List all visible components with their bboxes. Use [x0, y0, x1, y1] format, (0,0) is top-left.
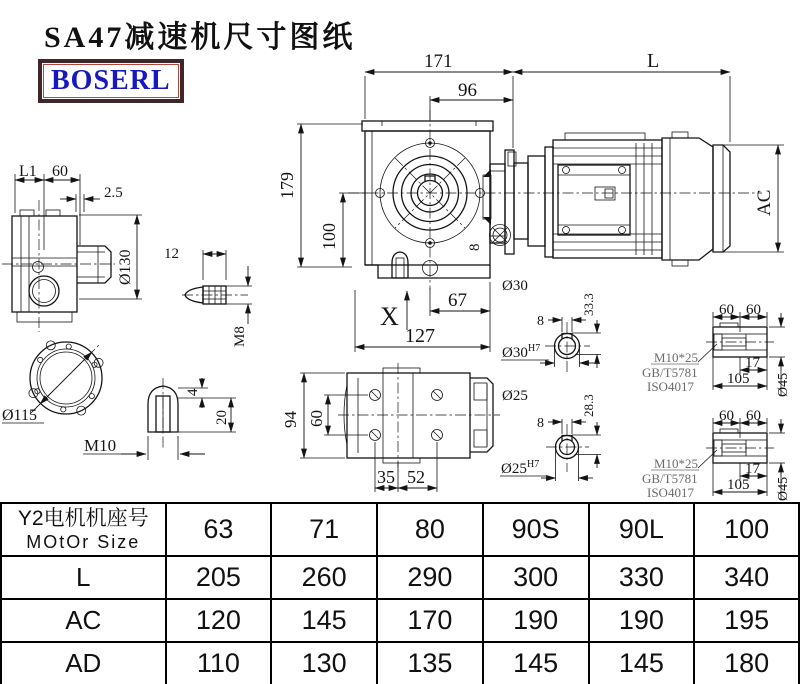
dim-dia30H7: Ø30 — [502, 345, 528, 361]
dim-8-housing: 8 — [467, 243, 483, 251]
size-100: 100 — [694, 503, 799, 556]
dim-L: L — [647, 50, 660, 72]
size-90L: 90L — [589, 503, 695, 556]
dim-m10: M10 — [84, 436, 117, 455]
dim-105: 105 — [727, 371, 750, 387]
top-dimensions — [365, 50, 730, 148]
table-cell: 190 — [483, 599, 589, 642]
plug-detail — [148, 378, 236, 460]
table-cell: 300 — [483, 556, 589, 599]
dim-96: 96 — [458, 80, 477, 101]
label-iso-standard: ISO4017 — [647, 379, 694, 394]
dim-dia115: Ø115 — [2, 407, 37, 424]
dim-8-key30: 8 — [537, 314, 544, 329]
table-cell: 290 — [377, 556, 483, 599]
under-dimensions — [355, 278, 528, 352]
dim-33-3: 33.3 — [581, 293, 596, 316]
label-bolt-spec: M10*25 — [654, 350, 699, 365]
dim-17: 17 — [745, 355, 760, 371]
brand-logo — [38, 59, 184, 103]
table-cell: 195 — [694, 599, 799, 642]
gearbox-bottom-view — [281, 363, 500, 492]
dim-20: 20 — [214, 410, 230, 425]
label-dia30: Ø30 — [502, 278, 528, 294]
label-bolt-spec-2: M10*25 — [654, 456, 699, 471]
dim-127: 127 — [405, 325, 435, 347]
dim-179: 179 — [277, 172, 297, 199]
dim-60b-2: 60 — [746, 408, 761, 424]
row-label-AC: AC — [1, 599, 166, 642]
table-cell: 145 — [271, 599, 377, 642]
shaft-section-30 — [501, 293, 601, 372]
table-cell: 120 — [166, 599, 272, 642]
size-63: 63 — [166, 503, 272, 556]
gearbox-front-view — [348, 110, 762, 290]
dim-52: 52 — [407, 467, 425, 487]
table-cell: 205 — [166, 556, 272, 599]
table-cell: 340 — [694, 556, 799, 599]
header-en: MOtOr Size — [26, 531, 141, 552]
dim-100: 100 — [319, 223, 339, 250]
shaft-side-view-1 — [642, 302, 791, 397]
size-71: 71 — [271, 503, 377, 556]
row-label-L: L — [1, 556, 166, 599]
dim-4: 4 — [185, 388, 201, 396]
table-cell: 145 — [589, 642, 695, 684]
m8-bolt-detail — [164, 246, 252, 347]
table-cell: 180 — [694, 642, 799, 684]
table-cell: 145 — [483, 642, 589, 684]
row-label-AD: AD — [1, 642, 166, 684]
shaft-section-25 — [500, 388, 601, 481]
page-title: SA47减速机尺寸图纸 — [44, 21, 356, 54]
table-row-AD — [1, 642, 799, 684]
table-row-header — [1, 503, 799, 556]
size-80: 80 — [377, 503, 483, 556]
dim-60b: 60 — [746, 302, 761, 318]
label-dia25: Ø25 — [502, 388, 528, 404]
dim-17-2: 17 — [745, 461, 760, 477]
table-header-cell — [1, 503, 166, 556]
table-cell: 135 — [377, 642, 483, 684]
dim-60a: 60 — [719, 302, 734, 318]
dim-L1: L1 — [19, 163, 37, 180]
dim-dia45: Ø45 — [776, 372, 791, 397]
dim-60a-2: 60 — [719, 408, 734, 424]
table-cell: 130 — [271, 642, 377, 684]
dim-12: 12 — [164, 246, 179, 262]
dim-dia25H7: Ø25 — [501, 461, 527, 477]
table-row-L — [1, 556, 799, 599]
brand-logo-text: BOSERL — [43, 64, 179, 98]
dim-X: X — [380, 302, 399, 331]
dim-dia30H7-sup: H7 — [528, 343, 541, 354]
dim-60-bottom: 60 — [307, 410, 326, 427]
dim-105-2: 105 — [727, 477, 750, 493]
dim-35: 35 — [377, 467, 395, 487]
label-gb-standard-2: GB/T5781 — [642, 471, 698, 486]
dim-171: 171 — [424, 51, 453, 72]
table-cell: 170 — [377, 599, 483, 642]
table-cell: 330 — [589, 556, 695, 599]
dim-94: 94 — [281, 411, 300, 428]
header-cn: Y2电机机座号 — [17, 506, 149, 530]
size-90S: 90S — [483, 503, 589, 556]
ac-dimension — [714, 145, 784, 252]
dim-AC: AC — [754, 189, 775, 216]
motor-view — [490, 132, 730, 266]
side-view — [2, 163, 142, 332]
dim-67: 67 — [448, 290, 467, 311]
dim-dia45-2: Ø45 — [776, 476, 791, 501]
dim-28-3: 28.3 — [581, 394, 596, 417]
dim-60: 60 — [52, 163, 68, 180]
table-cell: 260 — [271, 556, 377, 599]
shaft-side-view-2 — [642, 408, 791, 501]
dim-dia130: Ø130 — [117, 249, 134, 285]
table-cell: 110 — [166, 642, 272, 684]
table-cell: 190 — [589, 599, 695, 642]
flange-view — [2, 341, 205, 455]
left-dimensions — [277, 124, 368, 267]
label-iso-standard-2: ISO4017 — [647, 485, 694, 500]
dim-8-key25: 8 — [537, 416, 544, 431]
motor-size-table — [0, 502, 800, 684]
label-gb-standard: GB/T5781 — [642, 365, 698, 380]
table-row-AC — [1, 599, 799, 642]
dim-m8: M8 — [232, 326, 248, 347]
dim-2-5: 2.5 — [104, 185, 123, 201]
dim-dia25H7-sup: H7 — [527, 459, 540, 470]
